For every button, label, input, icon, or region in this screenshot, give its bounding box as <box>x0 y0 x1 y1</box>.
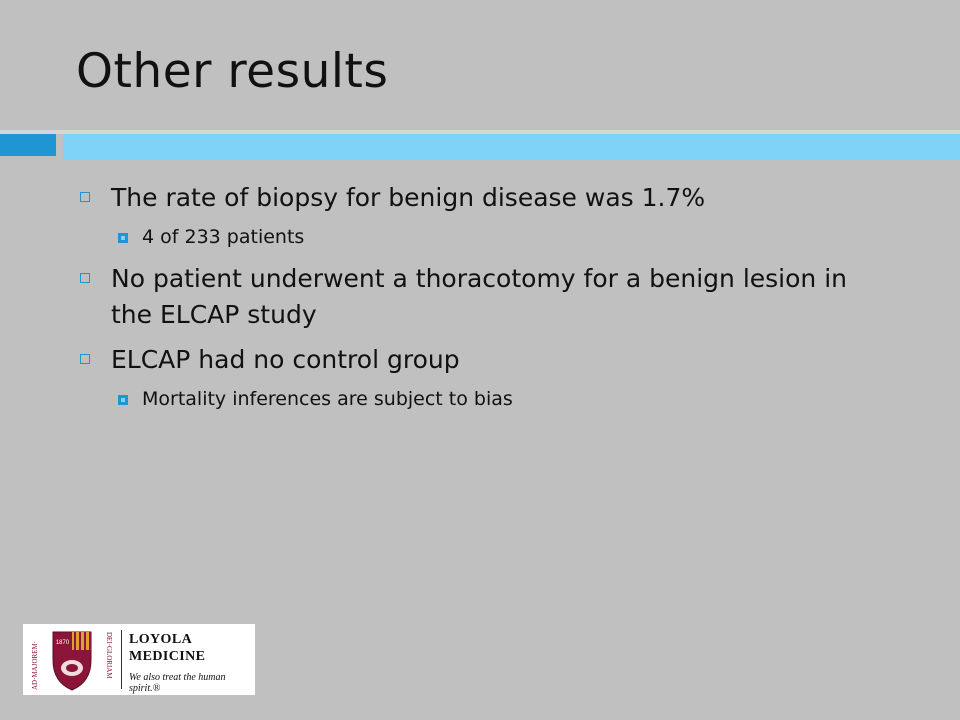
sub-bullet-item <box>80 384 880 414</box>
bullet-item <box>80 180 880 216</box>
svg-text:1870: 1870 <box>55 640 70 646</box>
hollow-square-bullet-icon <box>80 354 90 364</box>
svg-text:AD·MAJOREM·: AD·MAJOREM· <box>31 641 39 690</box>
hollow-square-bullet-icon <box>80 273 90 283</box>
bullet-text: ELCAP had no control group <box>111 345 460 374</box>
loyola-seal-icon <box>23 624 121 695</box>
accent-bar-light <box>63 134 960 160</box>
sub-bullet-text: Mortality inferences are subject to bias <box>142 388 513 410</box>
bullet-text: The rate of biopsy for benign disease was 1.7% <box>111 183 706 212</box>
slide-body <box>80 180 880 414</box>
bullet-item <box>80 261 880 333</box>
logo-org-line2: MEDICINE <box>129 649 206 664</box>
logo-org-name <box>129 631 205 665</box>
bullet-text: No patient underwent a thoracotomy for a benign lesion in the ELCAP study <box>111 264 847 329</box>
logo-org-line1: LOYOLA <box>129 632 193 647</box>
logo-tagline: We also treat the human spirit.® <box>129 672 226 694</box>
slide-title: Other results <box>76 44 389 99</box>
filled-square-bullet-icon <box>118 233 128 243</box>
svg-text:DEI·GLORIAM: DEI·GLORIAM <box>105 632 113 679</box>
sub-bullet-item <box>80 222 880 252</box>
logo-divider <box>121 630 122 689</box>
loyola-medicine-logo <box>23 624 255 695</box>
hollow-square-bullet-icon <box>80 192 90 202</box>
accent-bar-dark <box>0 134 56 156</box>
sub-bullet-text: 4 of 233 patients <box>142 226 305 248</box>
bullet-item <box>80 342 880 378</box>
filled-square-bullet-icon <box>118 395 128 405</box>
